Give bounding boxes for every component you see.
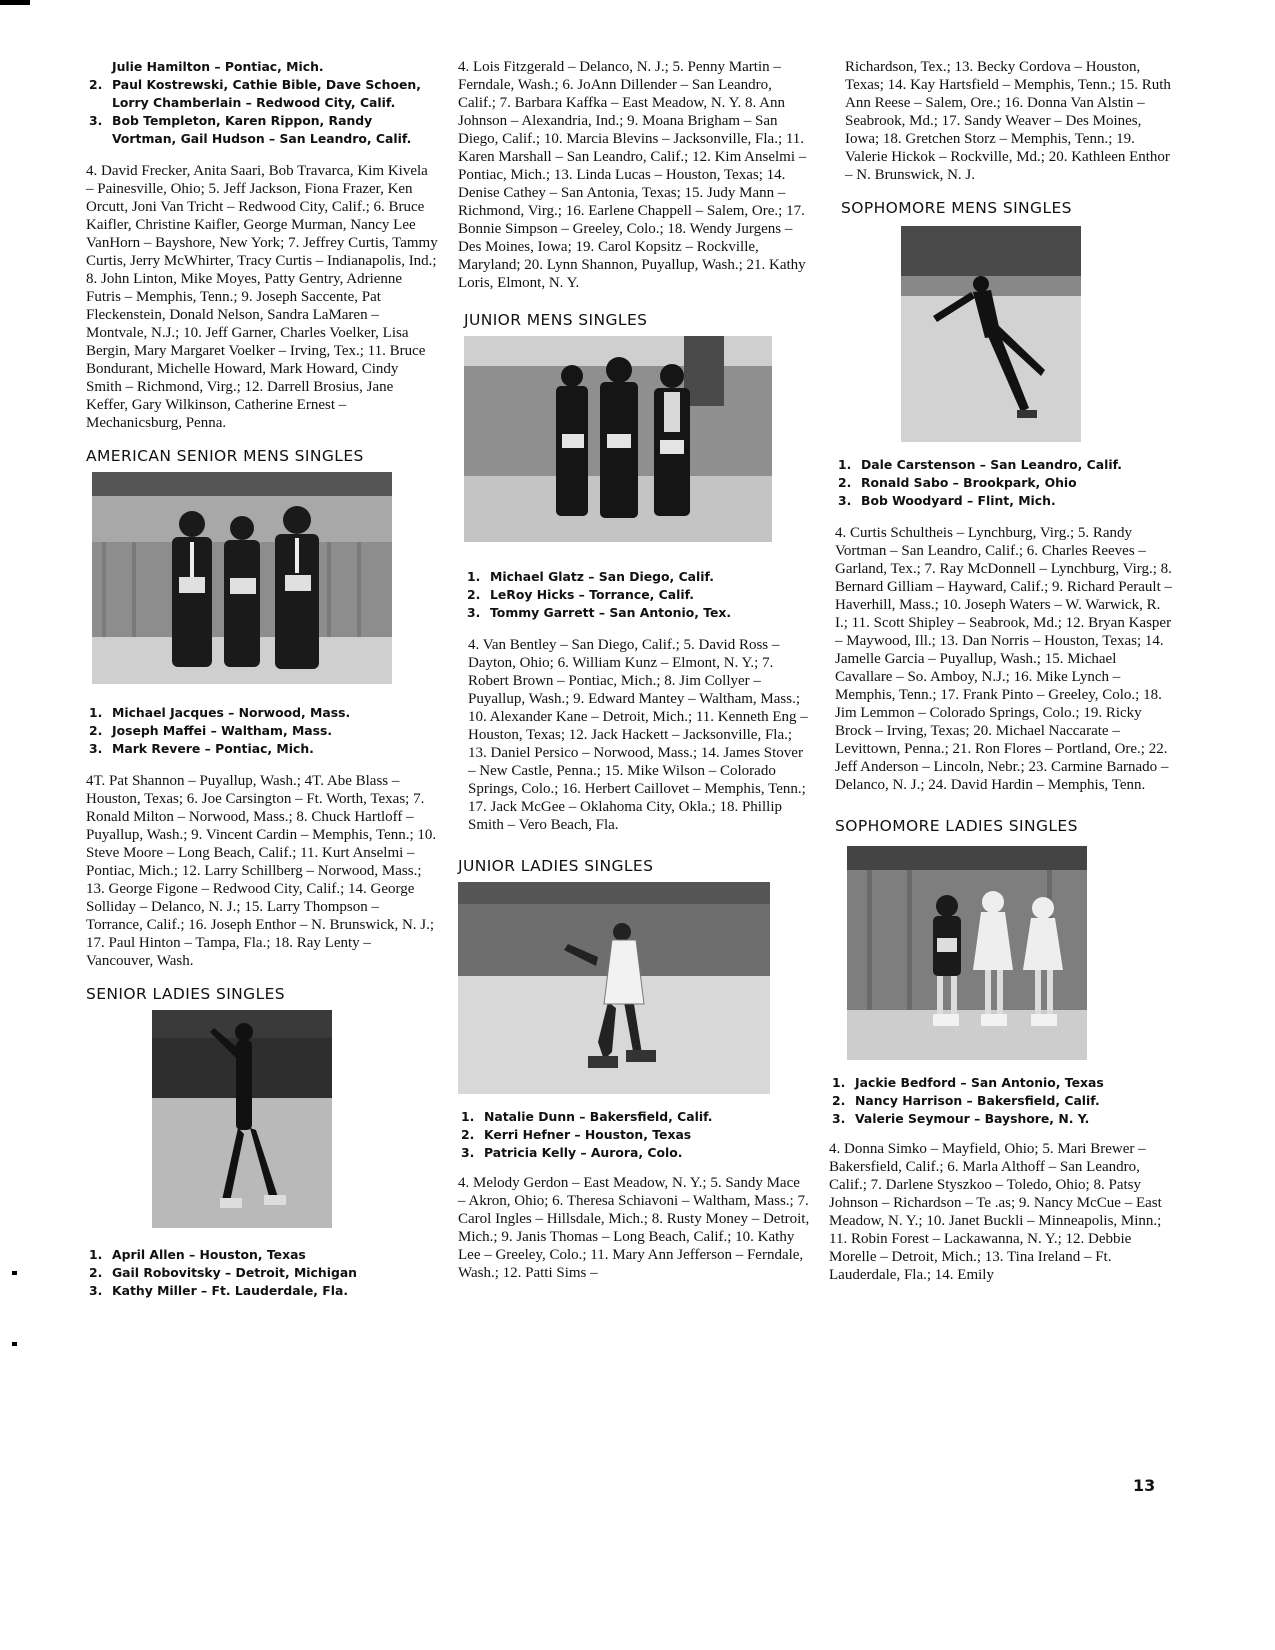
results-sophomore-mens — [835, 456, 1175, 510]
results-paragraph: 4. David Frecker, Anita Saari, Bob Travarca, Kim Kivela – Painesville, Ohio; 5. Jeff Jackson, Fiona Frazer, Ken Orcutt, Joni Van Tricht – Redwood City, Calif.; 6. Bruce Kaifler, Christine Kaifler, George Murman, Nancy Lee VanHorn – Bayshore, New York; 7. Jeffrey Curtis, Tammy Curtis, Jerry McWhirter, Tracy Curtis – Indianapolis, Ind.; 8. John Linton, Mike Moyes, Patty Gentry, Adrienne Futris – Memphis, Tenn.; 9. Joseph Saccente, Pat Fleckenstein, Donald Nelson, Sandra LaMaren – Montvale, N.J.; 10. Jeff Garner, Charles Voelker, Lisa Bergin, Mary Margaret Voelker – Irving, Tex.; 11. Bruce Bondurant, Michelle Howard, Mark Howard, Cindy Smith – Richmond, Virg.; 12. Darrell Brosius, Jane Keffer, Gary Wilkinson, Catherine Ernest – Mechanicsburg, Penna. — [86, 163, 438, 431]
result-entry: 2. Nancy Harrison – Bakersfield, Calif. — [832, 1093, 1100, 1108]
results-paragraph: 4. Melody Gerdon – East Meadow, N. Y.; 5. Sandy Mace – Akron, Ohio; 6. Theresa Schiavoni – Waltham, Mass.; 7. Carol Ingles – Hillsdale, Mich.; 8. Rusty Money – Detroit, Mich.; 9. Janis Thomas – Long Beach, Calif.; 10. Kathy Lee – Greeley, Colo.; 11. Mary Ann Jefferson – Ferndale, Wash.; 12. Patti Sims – — [458, 1175, 810, 1281]
result-entry: 1. Michael Jacques – Norwood, Mass. — [89, 705, 351, 720]
scan-mark-dot — [12, 1342, 17, 1346]
results-junior-mens — [464, 568, 810, 622]
result-entry: 2. Gail Robovitsky – Detroit, Michigan — [89, 1265, 358, 1280]
page-number: 13 — [1133, 1476, 1156, 1495]
results-american-senior-mens — [86, 704, 438, 758]
column-3 — [829, 58, 1175, 1284]
results-paragraph: 4. Curtis Schultheis – Lynchburg, Virg.; 5. Randy Vortman – San Leandro, Calif.; 6. Charles Reeves – Garland, Tex.; 7. Ray McDonnell – Lynchburg, Virg.; 8. Bernard Gilliam – Hayward, Calif.; 9. Richard Perault – Haverhill, Mass.; 10. Joseph Waters – W. Warwick, R. I.; 11. Scott Shipley – Seabrook, Md.; 12. Bryan Kasper – Maywood, Ill.; 13. Dan Norris – Houston, Texas; 14. Jamelle Garcia – Puyallup, Wash.; 15. Michael Cavallare – So. Amboy, N.J.; 16. Mike Lynch – Memphis, Tenn.; 17. Frank Pinto – Greeley, Colo.; 18. Jim Lemmon – Colorado Springs, Colo.; 19. Ricky Brock – Irving, Texas; 20. Michael Naccarate – Levittown, Penna.; 21. Ron Flores – Portland, Ore.; 22. Jeff Anderson – Lincoln, Nebr.; 23. Carmine Barnado – Delanco, N. J.; 24. David Hardin – Memphis, Tenn. — [835, 525, 1172, 793]
result-entry: 3. Patricia Kelly – Aurora, Colo. — [461, 1145, 683, 1160]
section-heading: SOPHOMORE MENS SINGLES — [841, 199, 1072, 217]
photo-american-senior-mens — [92, 472, 392, 684]
column-1 — [86, 58, 438, 1300]
results-senior-ladies — [86, 1246, 438, 1300]
result-entry: 3. Kathy Miller – Ft. Lauderdale, Fla. — [89, 1283, 349, 1298]
photo-junior-ladies — [458, 882, 770, 1094]
result-entry: 3. Bob Woodyard – Flint, Mich. — [838, 493, 1056, 508]
result-entry: Julie Hamilton – Pontiac, Mich. — [112, 59, 324, 74]
results-paragraph: 4. Donna Simko – Mayfield, Ohio; 5. Mari Brewer – Bakersfield, Calif.; 6. Marla Althoff – San Leandro, Calif.; 7. Darlene Styszkoo – Toledo, Ohio; 8. Patsy Johnson – Richardson – Te .as; 9. Nancy McCue – East Meadow, N. Y.; 10. Janet Buckli – Minneapolis, Minn.; 11. Robin Forest – Lackawanna, N. Y.; 12. Debbie Morelle – Detroit, Mich.; 13. Tina Ireland – Ft. Lauderdale, Fla.; 14. Emily — [829, 1141, 1162, 1283]
result-entry: 1. Dale Carstenson – San Leandro, Calif. — [838, 457, 1123, 472]
results-paragraph: 4T. Pat Shannon – Puyallup, Wash.; 4T. Abe Blass – Houston, Texas; 6. Joe Carsington – Ft. Worth, Texas; 7. Ronald Milton – Norwood, Mass.; 8. Chuck Hartloff – Puyallup, Wash.; 9. Vincent Cardin – Memphis, Tenn.; 10. Steve Moore – Long Beach, Calif.; 11. Kurt Anselmi – Pontiac, Mich.; 12. Larry Schillberg – Norwood, Mass.; 13. George Figone – Redwood City, Calif.; 14. George Solliday – Delanco, N. J.; 15. Larry Thompson – Torrance, Calif.; 16. Joseph Enthor – N. Brunswick, N. J.; 17. Paul Hinton – Tampa, Fla.; 18. Ray Lenty – Vancouver, Wash. — [86, 773, 437, 969]
photo-sophomore-mens — [901, 226, 1081, 442]
result-entry: 3. Valerie Seymour – Bayshore, N. Y. — [832, 1111, 1090, 1126]
result-entry: 1. Natalie Dunn – Bakersfield, Calif. — [461, 1109, 713, 1124]
results-sophomore-ladies — [829, 1074, 1175, 1128]
result-entry: 1. April Allen – Houston, Texas — [89, 1247, 306, 1262]
result-entry: 2. Kerri Hefner – Houston, Texas — [461, 1127, 692, 1142]
section-heading: JUNIOR LADIES SINGLES — [458, 857, 654, 875]
section-heading: SENIOR LADIES SINGLES — [86, 985, 286, 1003]
section-heading: SOPHOMORE LADIES SINGLES — [835, 817, 1078, 835]
scan-mark-top-left — [0, 0, 30, 5]
scan-mark-dot — [12, 1271, 17, 1275]
team-results-top — [86, 58, 438, 148]
results-paragraph: Richardson, Tex.; 13. Becky Cordova – Houston, Texas; 14. Kay Hartsfield – Memphis, Tenn.; 15. Ruth Ann Reese – Salem, Ore.; 16. Donna Van Alstin – Seabrook, Md.; 17. Sandy Weaver – Des Moines, Iowa; 18. Gretchen Storz – Memphis, Tenn.; 19. Valerie Hickok – Rockville, Md.; 20. Kathleen Enthor – N. Brunswick, N. J. — [845, 59, 1171, 183]
result-entry: 2. Ronald Sabo – Brookpark, Ohio — [838, 475, 1077, 490]
photo-senior-ladies — [152, 1010, 332, 1228]
result-entry: 3. Tommy Garrett – San Antonio, Tex. — [467, 605, 732, 620]
section-heading: JUNIOR MENS SINGLES — [464, 311, 648, 329]
column-2 — [458, 58, 810, 1282]
results-junior-ladies — [458, 1108, 810, 1162]
result-entry: 2. Joseph Maffei – Waltham, Mass. — [89, 723, 333, 738]
photo-junior-mens — [464, 336, 772, 542]
result-entry: 2. LeRoy Hicks – Torrance, Calif. — [467, 587, 695, 602]
result-entry: 1. Jackie Bedford – San Antonio, Texas — [832, 1075, 1104, 1090]
section-heading: AMERICAN SENIOR MENS SINGLES — [86, 447, 364, 465]
result-entry: 2. Paul Kostrewski, Cathie Bible, Dave Schoen, Lorry Chamberlain – Redwood City, Calif. — [89, 77, 421, 110]
result-entry: 3. Bob Templeton, Karen Rippon, Randy Vortman, Gail Hudson – San Leandro, Calif. — [89, 113, 412, 146]
results-paragraph: 4. Lois Fitzgerald – Delanco, N. J.; 5. Penny Martin – Ferndale, Wash.; 6. JoAnn Dillender – San Leandro, Calif.; 7. Barbara Kaffka – East Meadow, N. Y. 8. Ann Johnson – Alexandria, Ind.; 9. Moana Brigham – San Diego, Calif.; 10. Marcia Blevins – Jacksonville, Fla.; 11. Karen Marshall – San Leandro, Calif.; 12. Kim Anselmi – Pontiac, Mich.; 13. Linda Lucas – Houston, Texas; 14. Denise Cathey – San Antonia, Texas; 15. Judy Mann – Richmond, Virg.; 16. Earlene Chappell – Salem, Ore.; 17. Bonnie Simpson – Greeley, Colo.; 18. Wendy Jurgens – Des Moines, Iowa; 19. Carol Kopsitz – Rockville, Maryland; 20. Lynn Shannon, Puyallup, Wash.; 21. Kathy Loris, Elmont, N. Y. — [458, 59, 807, 291]
result-entry: 1. Michael Glatz – San Diego, Calif. — [467, 569, 714, 584]
photo-sophomore-ladies — [847, 846, 1087, 1060]
results-paragraph: 4. Van Bentley – San Diego, Calif.; 5. David Ross – Dayton, Ohio; 6. William Kunz – Elmont, N. Y.; 7. Robert Brown – Pontiac, Mich.; 8. Jim Collyer – Puyallup, Wash.; 9. Edward Mantey – Waltham, Mass.; 10. Alexander Kane – Detroit, Mich.; 11. Kenneth Eng – Houston, Texas; 12. Jack Hackett – Jacksonville, Fla.; 13. Daniel Persico – Norwood, Mass.; 14. James Stover – New Castle, Penna.; 15. Mike Wilson – Colorado Springs, Colo.; 16. Herbert Caillovet – Memphis, Tenn.; 17. Jack McGee – Oklahoma City, Okla.; 18. Phillip Smith – Vero Beach, Fla. — [468, 637, 808, 833]
result-entry: 3. Mark Revere – Pontiac, Mich. — [89, 741, 314, 756]
